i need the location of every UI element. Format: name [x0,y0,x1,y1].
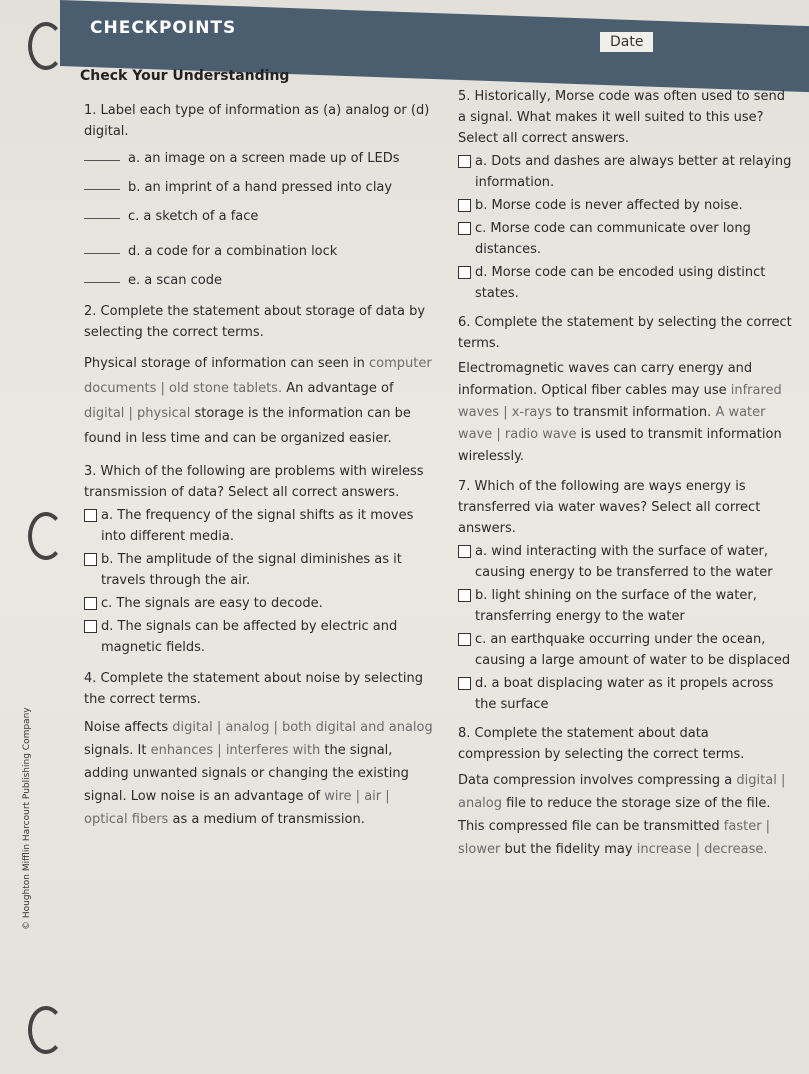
q1-item-c: c. a sketch of a face [128,209,259,224]
q8-choice-2[interactable]: faster | slower [458,819,771,857]
q2-text-1: Physical storage of information can seen in [84,356,365,371]
q1-item-d: d. a code for a combination lock [128,244,338,259]
binder-ring-icon [28,1006,64,1054]
q5-item-c: c. Morse code can communicate over long distances. [475,221,751,257]
q1-item-a: a. an image on a screen made up of LEDs [128,151,400,166]
question-2 [84,301,434,451]
q4-text-3: the signal, adding unwanted signals or changing the existing signal. Low noise is an advantage of [84,743,409,804]
answer-blank[interactable] [84,270,120,283]
q3-item-b: b. The amplitude of the signal diminishes as it travels through the air. [101,552,402,588]
checkbox[interactable] [458,266,471,279]
checkbox[interactable] [458,545,471,558]
q5-item-b: b. Morse code is never affected by noise. [475,198,743,213]
q6-text-3: is used to transmit information wirelessly. [458,427,782,464]
left-column [84,100,434,839]
q2-text-3: storage is the information can be found in less time and can be organized easier. [84,406,411,446]
question-6 [458,312,793,468]
q3-item-d: d. The signals can be affected by electric and magnetic fields. [101,619,398,655]
answer-blank[interactable] [84,148,120,161]
checkbox[interactable] [458,222,471,235]
q5-item-d: d. Morse code can be encoded using distinct states. [475,265,766,301]
answer-blank[interactable] [84,241,120,254]
question-3 [84,461,434,658]
q6-choice-2[interactable]: A water wave | radio wave [458,405,766,442]
q1-item-b: b. an imprint of a hand pressed into clay [128,180,393,195]
checkbox[interactable] [458,633,471,646]
q1-prompt: 1. Label each type of information as (a) analog or (d) digital. [84,103,430,139]
q4-text-1: Noise affects [84,720,169,735]
q7-item-a: a. wind interacting with the surface of water, causing energy to be transferred to the water [475,544,773,580]
q2-prompt: 2. Complete the statement about storage of data by selecting the correct terms. [84,304,426,340]
q8-prompt: 8. Complete the statement about data compression by selecting the correct terms. [458,726,745,762]
q3-item-c: c. The signals are easy to decode. [101,596,323,611]
q6-text-1: Electromagnetic waves can carry energy and information. Optical fiber cables may use [458,361,753,398]
q8-text-3: but the fidelity may [504,842,633,857]
q4-choice-1[interactable]: digital | analog | both digital and analog [172,720,433,735]
question-5 [458,86,793,304]
question-7 [458,476,793,715]
q2-choice-2[interactable]: digital | physical [84,406,191,421]
q4-text-2: signals. It [84,743,147,758]
q3-prompt: 3. Which of the following are problems with wireless transmission of data? Select all correct answers. [84,464,424,500]
date-field[interactable]: Date [600,32,653,52]
q6-choice-1[interactable]: infrared waves | x-rays [458,383,782,420]
q4-text-4: as a medium of transmission. [172,812,365,827]
question-1 [84,100,434,291]
q5-item-a: a. Dots and dashes are always better at relaying information. [475,154,792,190]
q8-choice-1[interactable]: digital | analog [458,773,786,811]
q2-text-2: An advantage of [286,381,394,396]
page-title: Check Your Understanding [80,68,290,84]
checkbox[interactable] [458,155,471,168]
q8-text-2: file to reduce the storage size of the file. This compressed file can be transmitted [458,796,771,834]
copyright-notice: © Houghton Mifflin Harcourt Publishing Company [22,707,32,930]
right-column [458,86,793,869]
q1-item-e: e. a scan code [128,273,222,288]
binder-ring-icon [28,512,64,560]
q4-choice-2[interactable]: enhances | interferes with [150,743,321,758]
binder-ring-icon [28,22,64,70]
answer-blank[interactable] [84,177,120,190]
checkbox[interactable] [458,589,471,602]
q3-item-a: a. The frequency of the signal shifts as it moves into different media. [101,508,414,544]
checkbox[interactable] [458,199,471,212]
checkbox[interactable] [84,620,97,633]
q7-item-d: d. a boat displacing water as it propels across the surface [475,676,774,712]
checkbox[interactable] [458,677,471,690]
q2-choice-1[interactable]: computer documents | old stone tablets. [84,356,432,396]
checkbox[interactable] [84,597,97,610]
checkbox[interactable] [84,553,97,566]
section-title: CHECKPOINTS [90,18,237,38]
q5-prompt: 5. Historically, Morse code was often used to send a signal. What makes it well suited to this use? Select all correct answers. [458,89,786,146]
q4-prompt: 4. Complete the statement about noise by selecting the correct terms. [84,671,424,707]
q7-item-b: b. light shining on the surface of the water, transferring energy to the water [475,588,757,624]
q8-text-1: Data compression involves compressing a [458,773,733,788]
checkbox[interactable] [84,509,97,522]
q8-choice-3[interactable]: increase | decrease. [636,842,768,857]
q7-prompt: 7. Which of the following are ways energy is transferred via water waves? Select all correct answers. [458,479,761,536]
answer-blank[interactable] [84,206,120,219]
q6-prompt: 6. Complete the statement by selecting the correct terms. [458,315,792,351]
question-4 [84,668,434,831]
question-8 [458,723,793,861]
q7-item-c: c. an earthquake occurring under the ocean, causing a large amount of water to be displaced [475,632,791,668]
q6-text-2: to transmit information. [556,405,712,420]
q4-choice-3[interactable]: wire | air | optical fibers [84,789,390,827]
